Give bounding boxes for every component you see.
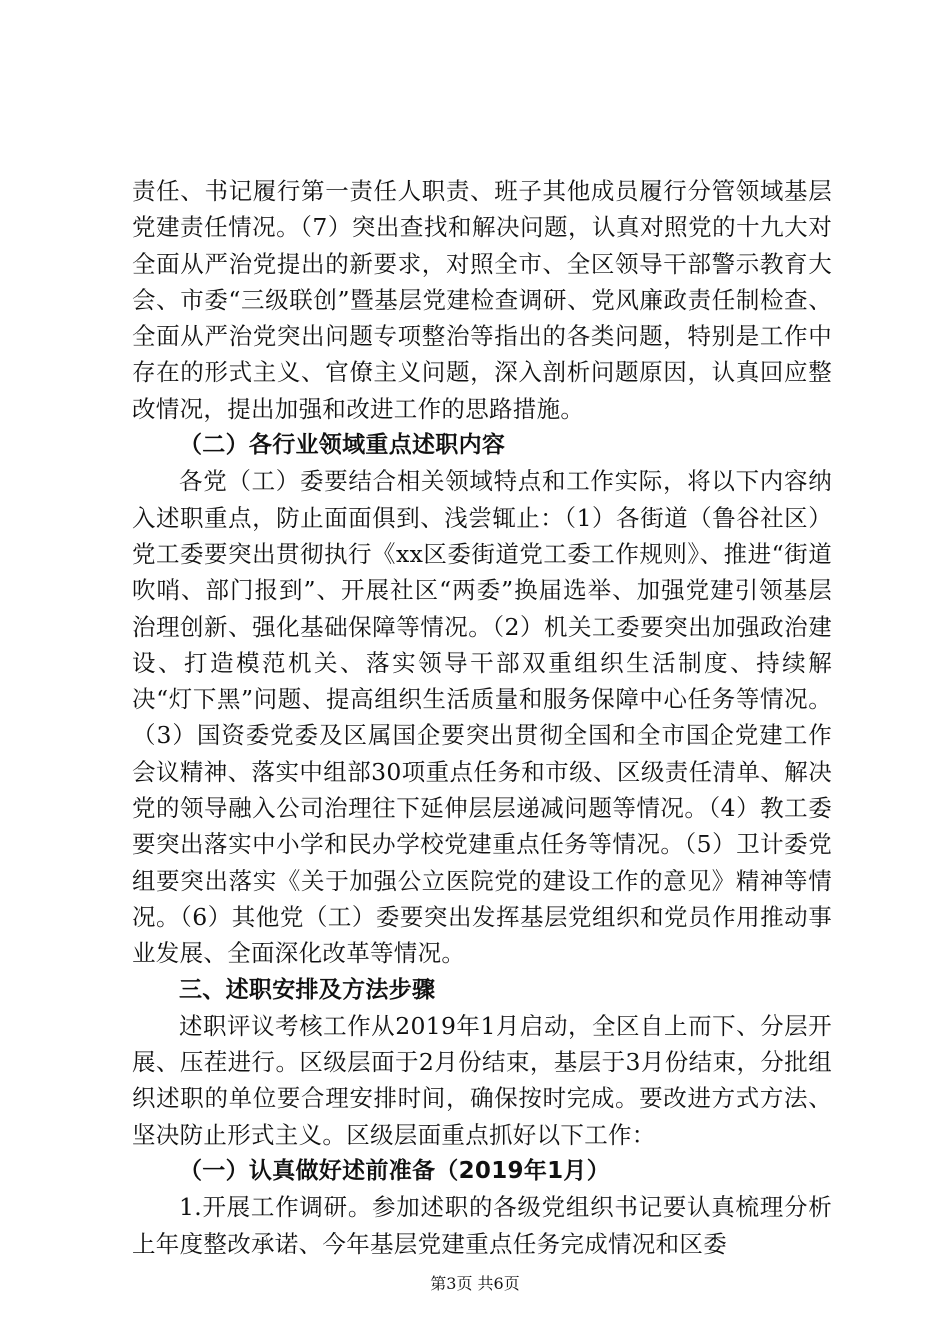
section-heading-arrangements: 三、述职安排及方法步骤 — [179, 976, 436, 1003]
paragraph-research: 1.开展工作调研。参加述职的各级党组织书记要认真梳理分析上年度整改承诺、今年基层党建重点任务完成情况和区委 — [132, 1193, 832, 1258]
paragraph-industry-requirements: 各党（工）委要结合相关领域特点和工作实际，将以下内容纳入述职重点，防止面面俱到、浅尝辄止：（1）各街道（鲁谷社区）党工委要突出贯彻执行《xx区委街道党工委工作规则》、推进“街道吹哨、部门报到”、开展社区“两委”换届选举、加强党建引领基层治理创新、强化基础保障等情况。（2）机关工委要突出加强政治建设、打造模范机关、落实领导干部双重组织生活制度、持续解决“灯下黑”问题、提高组织生活质量和服务保障中心任务等情况。（3）国资委党委及区属国企要突出贯彻全国和全市国企党建工作会议精神、落实中组部30项重点任务和市级、区级责任清单、解决党的领导融入公司治理往下延伸层层递减问题等情况。（4）教工委要突出落实中小学和民办学校党建重点任务等情况。（5）卫计委党组要突出落实《关于加强公立医院党的建设工作的意见》精神等情况。（6）其他党（工）委要突出发挥基层党组织和党员作用推动事业发展、全面深化改革等情况。 — [132, 467, 832, 968]
paragraph-responsibility-continued: 责任、书记履行第一责任人职责、班子其他成员履行分管领域基层党建责任情况。（7）突出查找和解决问题，认真对照党的十九大对全面从严治党提出的新要求，对照全市、全区领导干部警示教育大会、市委“三级联创”暨基层党建检查调研、党风廉政责任制检查、全面从严治党突出问题专项整治等指出的各类问题，特别是工作中存在的形式主义、官僚主义问题，深入剖析问题原因，认真回应整改情况，提出加强和改进工作的思路措施。 — [132, 177, 832, 423]
subheading-industry-key-content: （二）各行业领域重点述职内容 — [179, 432, 506, 459]
paragraph-schedule: 述职评议考核工作从2019年1月启动，全区自上而下、分层开展、压茬进行。区级层面于2月份结束，基层于3月份结束，分批组织述职的单位要合理安排时间，确保按时完成。要改进方式方法、坚决防止形式主义。区级层面重点抓好以下工作： — [132, 1011, 832, 1149]
document-body — [132, 173, 832, 1262]
page-number-footer: 第3页 共6页 — [430, 1274, 520, 1293]
subheading-preparation: （一）认真做好述前准备（2019年1月） — [179, 1158, 611, 1185]
